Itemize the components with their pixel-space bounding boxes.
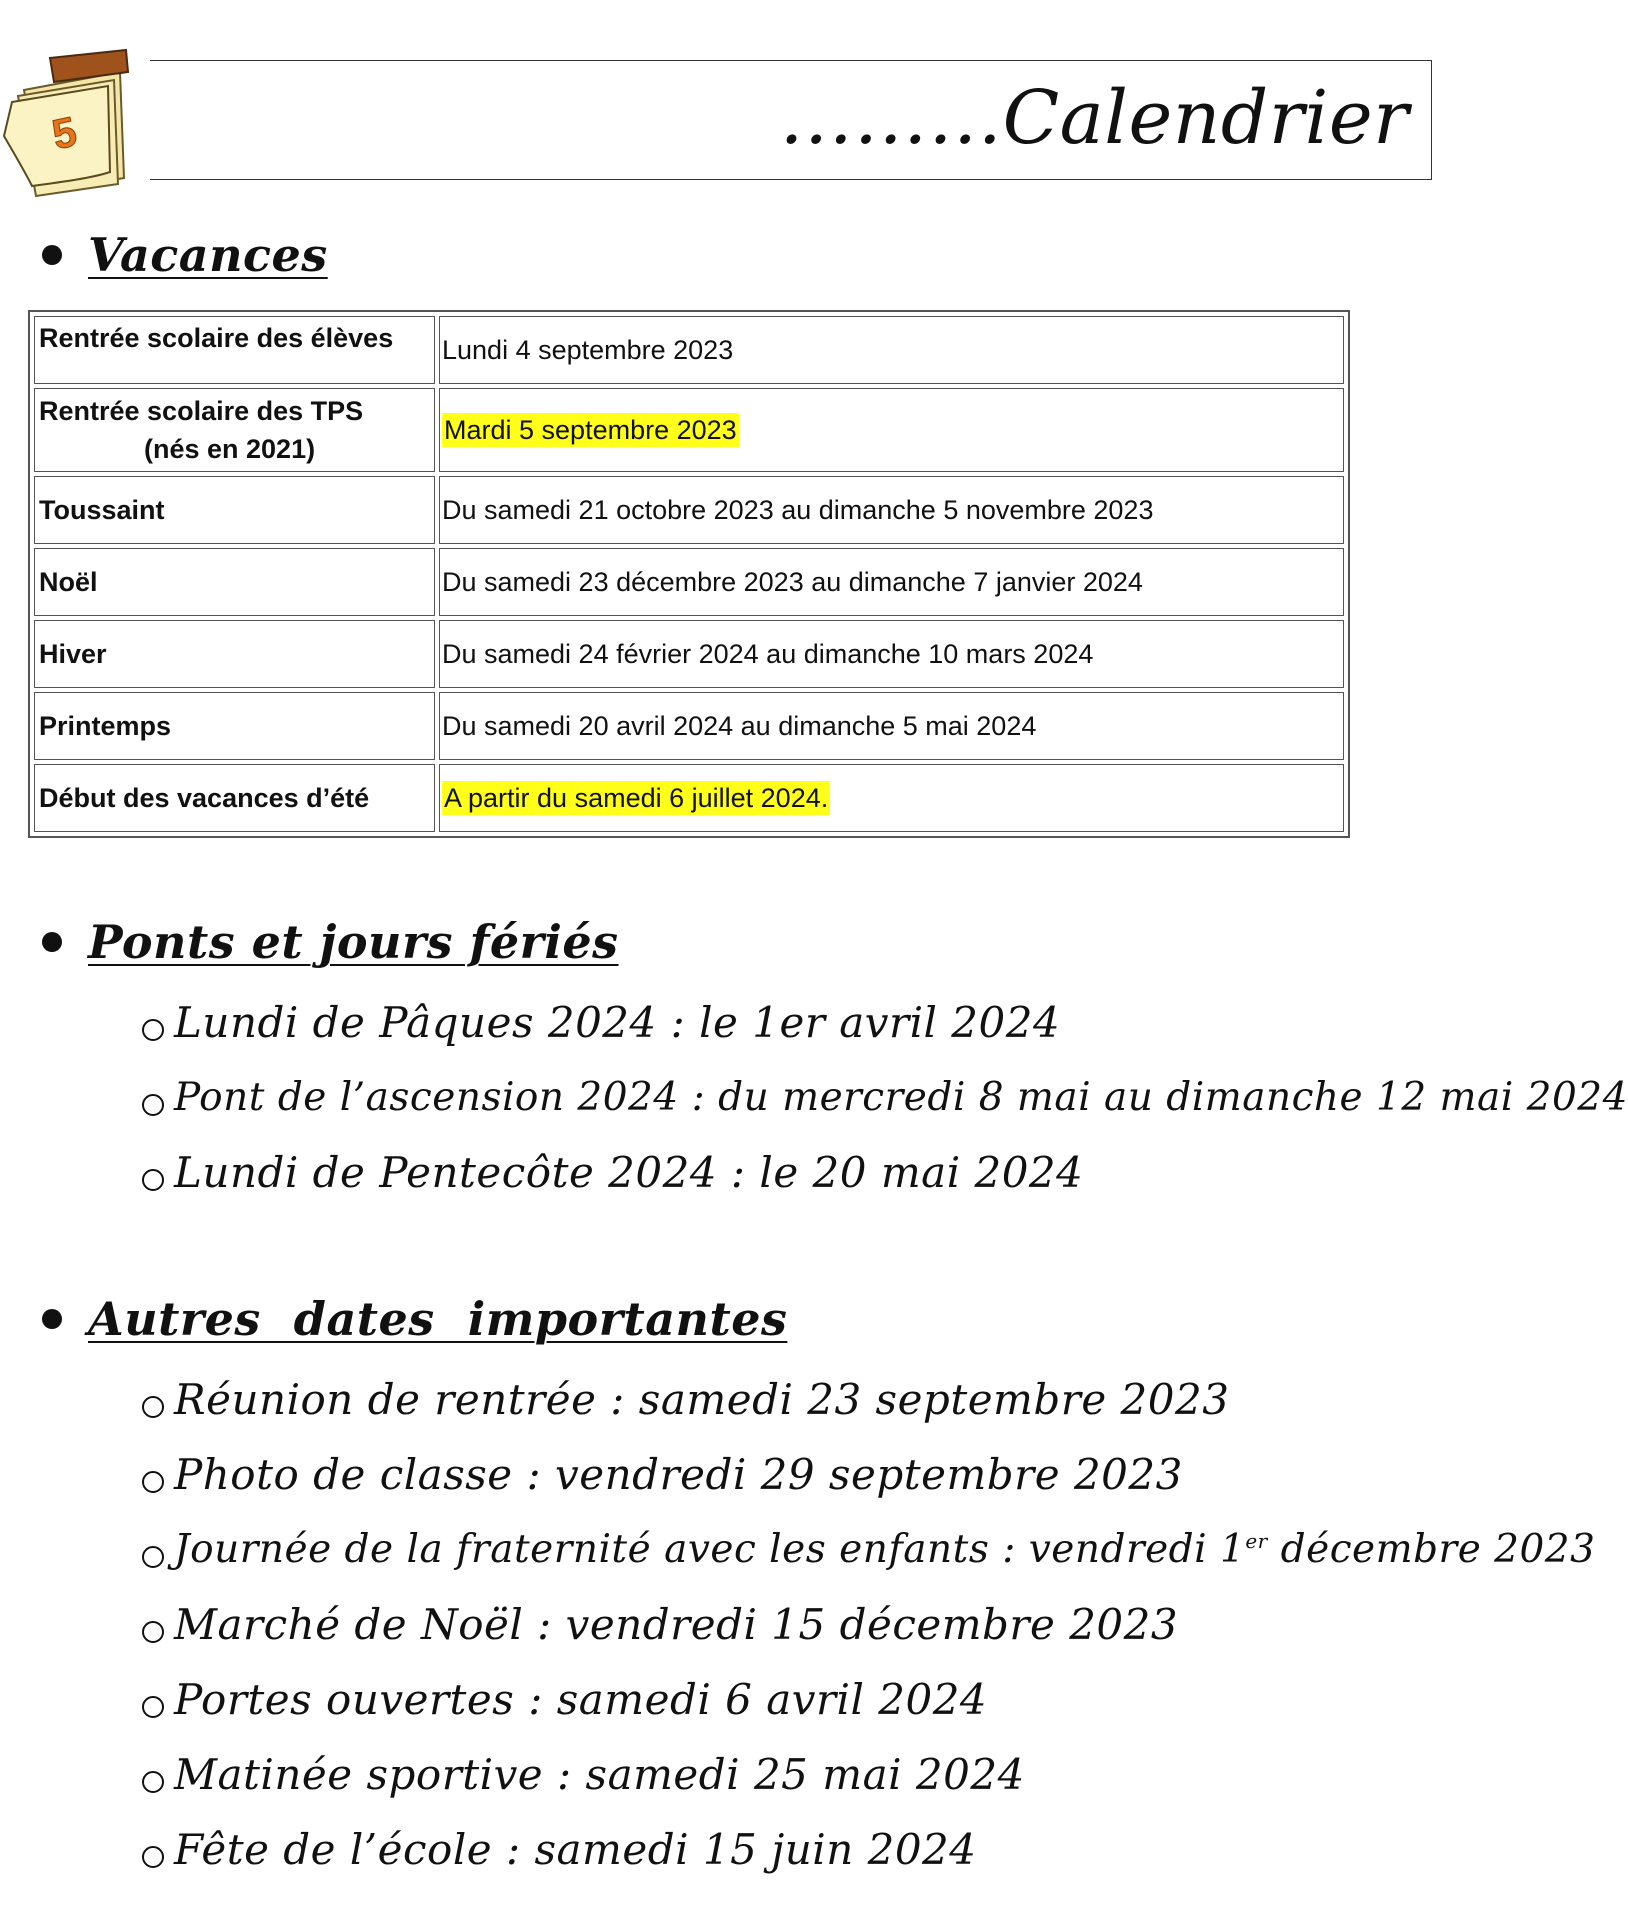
row-value: Du samedi 23 décembre 2023 au dimanche 7 janvier 2024 — [442, 566, 1143, 597]
row-label: Hiver — [39, 638, 107, 669]
row-value: Du samedi 24 février 2024 au dimanche 10 mars 2024 — [442, 638, 1094, 669]
list-item-text: Réunion de rentrée : samedi 23 septembre 2023 — [174, 1375, 1230, 1424]
table-cell-value — [439, 764, 1344, 832]
row-label: Rentrée scolaire des élèves — [39, 322, 394, 353]
row-value-highlighted: A partir du samedi 6 juillet 2024. — [444, 782, 829, 813]
circle-bullet-icon — [142, 1696, 164, 1718]
table-cell-value — [439, 476, 1344, 544]
section-heading-autres — [42, 1292, 787, 1346]
table-cell-label — [34, 620, 435, 688]
list-item-text: Photo de classe : vendredi 29 septembre 2023 — [174, 1450, 1183, 1499]
section-heading-label: Ponts et jours fériés — [88, 915, 619, 969]
page-title: ………Calendrier — [779, 75, 1409, 161]
row-label: Toussaint — [39, 494, 165, 525]
list-item — [142, 1662, 1595, 1737]
autres-list — [142, 1362, 1595, 1887]
list-item-text-part: Journée de la fraternité avec les enfants : vendredi 1 — [174, 1527, 1246, 1572]
row-value: Du samedi 21 octobre 2023 au dimanche 5 novembre 2023 — [442, 494, 1154, 525]
list-item — [142, 1362, 1595, 1437]
row-value-highlighted: Mardi 5 septembre 2023 — [444, 414, 737, 445]
circle-bullet-icon — [142, 1846, 164, 1868]
bullet-icon — [42, 932, 62, 952]
table-cell-label — [34, 388, 435, 472]
list-item — [142, 1812, 1595, 1887]
row-label: Noël — [39, 566, 98, 597]
list-item — [142, 985, 1628, 1060]
list-item-text: Matinée sportive : samedi 25 mai 2024 — [174, 1750, 1025, 1799]
circle-bullet-icon — [142, 1621, 164, 1643]
table-row — [34, 764, 1344, 832]
table-cell-label — [34, 764, 435, 832]
row-value: Lundi 4 septembre 2023 — [442, 334, 734, 365]
ordinal-superscript: er — [1245, 1529, 1268, 1553]
table-cell-value — [439, 388, 1344, 472]
list-item-text: Fête de l’école : samedi 15 juin 2024 — [174, 1825, 977, 1874]
table-row — [34, 388, 1344, 472]
table-cell-label — [34, 476, 435, 544]
bullet-icon — [42, 1309, 62, 1329]
table-cell-value — [439, 692, 1344, 760]
row-label-sub: (nés en 2021) — [144, 434, 316, 464]
holiday-table — [28, 310, 1350, 838]
circle-bullet-icon — [142, 1169, 164, 1191]
circle-bullet-icon — [142, 1019, 164, 1041]
list-item-text: Pont de l’ascension 2024 : du mercredi 8 mai au dimanche 12 mai 2024 — [174, 1075, 1628, 1120]
row-label: Rentrée scolaire des TPS — [39, 396, 364, 426]
list-item-text: Lundi de Pentecôte 2024 : le 20 mai 2024 — [174, 1148, 1084, 1197]
table-row — [34, 316, 1344, 384]
table-cell-value — [439, 548, 1344, 616]
list-item — [142, 1737, 1595, 1812]
list-item — [142, 1135, 1628, 1210]
circle-bullet-icon — [142, 1546, 164, 1568]
title-box — [150, 60, 1432, 180]
table-cell-value — [439, 316, 1344, 384]
row-label: Début des vacances d’été — [39, 782, 370, 813]
circle-bullet-icon — [142, 1771, 164, 1793]
row-label: Printemps — [39, 710, 172, 741]
table-row — [34, 476, 1344, 544]
table-row — [34, 620, 1344, 688]
list-item-text-part: décembre 2023 — [1267, 1527, 1596, 1572]
ponts-list — [142, 985, 1628, 1210]
section-heading-ponts — [42, 915, 619, 969]
list-item-text: Lundi de Pâques 2024 : le 1er avril 2024 — [174, 998, 1061, 1047]
table-cell-label — [34, 692, 435, 760]
table-row — [34, 692, 1344, 760]
list-item — [142, 1437, 1595, 1512]
calendar-icon-number: 5 — [47, 107, 81, 159]
list-item — [142, 1512, 1595, 1587]
list-item-text — [174, 1527, 1595, 1572]
list-item-text: Marché de Noël : vendredi 15 décembre 2023 — [174, 1600, 1179, 1649]
circle-bullet-icon — [142, 1471, 164, 1493]
section-heading-label: Autres dates importantes — [88, 1292, 788, 1346]
table-cell-label — [34, 548, 435, 616]
table-cell-label — [34, 316, 435, 384]
section-heading-vacances — [42, 228, 328, 282]
list-item — [142, 1060, 1628, 1135]
row-value: Du samedi 20 avril 2024 au dimanche 5 mai 2024 — [442, 710, 1037, 741]
table-cell-value — [439, 620, 1344, 688]
list-item — [142, 1587, 1595, 1662]
bullet-icon — [42, 245, 62, 265]
circle-bullet-icon — [142, 1094, 164, 1116]
list-item-text: Portes ouvertes : samedi 6 avril 2024 — [174, 1675, 988, 1724]
section-heading-label: Vacances — [88, 228, 328, 282]
calendar-page-icon — [2, 50, 128, 190]
table-row — [34, 548, 1344, 616]
circle-bullet-icon — [142, 1396, 164, 1418]
